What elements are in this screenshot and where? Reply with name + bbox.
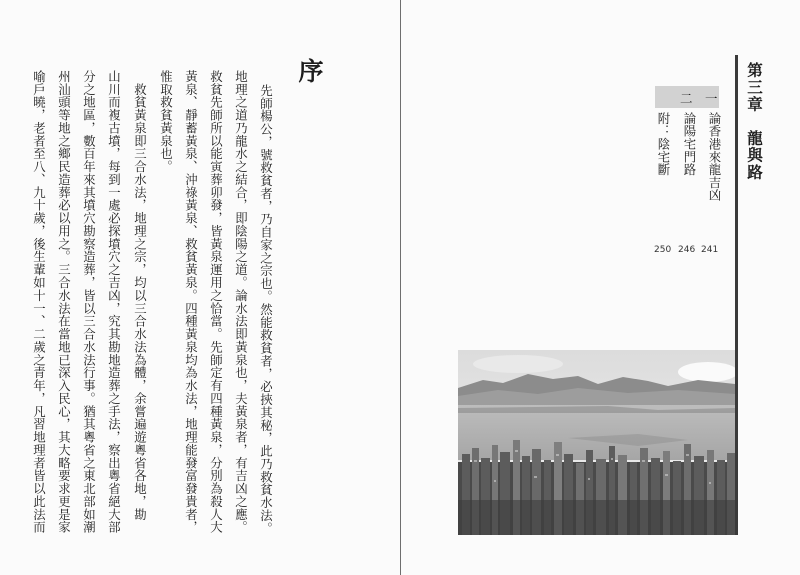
toc-page-2: 246 <box>678 245 696 255</box>
toc-entry-1[interactable]: 論香港來龍吉凶 <box>707 112 722 202</box>
toc-page-3: 250 <box>654 245 672 255</box>
toc-entry-3[interactable]: 附：陰宅斷 <box>656 112 671 176</box>
chapter-title: 第三章 龍與路 <box>745 62 764 181</box>
preface-column-2: 地理之道乃龍水之結合，即陰陽之道。論水法即黃泉也，夫黃泉者，有吉凶之應。 <box>233 70 249 534</box>
preface-column-8: 分之地區，數百年來其墳穴勘察造葬，皆以三合水法行事。猶其粵省之東北部如潮 <box>81 70 97 534</box>
preface-column-3: 救貧先師所以能寅葬卯發，皆黃泉運用之恰當。先師定有四種黃泉，分別為殺人大 <box>208 70 224 534</box>
toc-entry-2[interactable]: 論陽宅門路 <box>682 112 697 176</box>
preface-column-1: 先師楊公，號救貧者，乃自家之宗也。然能救貧者，必挾其秘，此乃救貧水法。 <box>258 84 274 535</box>
preface-column-10: 喻戶曉，老者至八、九十歲，後生輩如十一、二歲之青年，凡習地理者皆以此法而 <box>31 70 47 534</box>
toc-page-1: 241 <box>701 245 719 255</box>
preface-column-6: 救貧黃泉即三合水法，地理之宗，均以三合水法為體，余嘗遍遊粵省各地，勘 <box>132 70 148 521</box>
preface-column-4: 黃泉、靜蓄黃泉、沖祿黃泉、救貧黃泉。四種黃泉均為水法，地理能發富發貴者， <box>183 70 199 534</box>
harbour-photo <box>458 350 735 535</box>
preface-column-5: 惟取救貧黃泉也。 <box>158 70 174 174</box>
section-number-1: 一 <box>705 91 718 106</box>
preface-title: 序 <box>295 58 324 89</box>
page-divider <box>400 0 401 575</box>
preface-column-9: 州汕頭等地之鄉民造葬必以用之。三合水法在當地已深入民心，其大略要求更是家 <box>56 70 72 534</box>
section-number-2: 二 <box>680 91 693 106</box>
preface-column-7: 山川而複古墳，每到一處必探墳穴之吉凶，究其勘地造葬之手法，察出粵省絕大部 <box>106 70 122 534</box>
chapter-rule <box>735 55 738 535</box>
